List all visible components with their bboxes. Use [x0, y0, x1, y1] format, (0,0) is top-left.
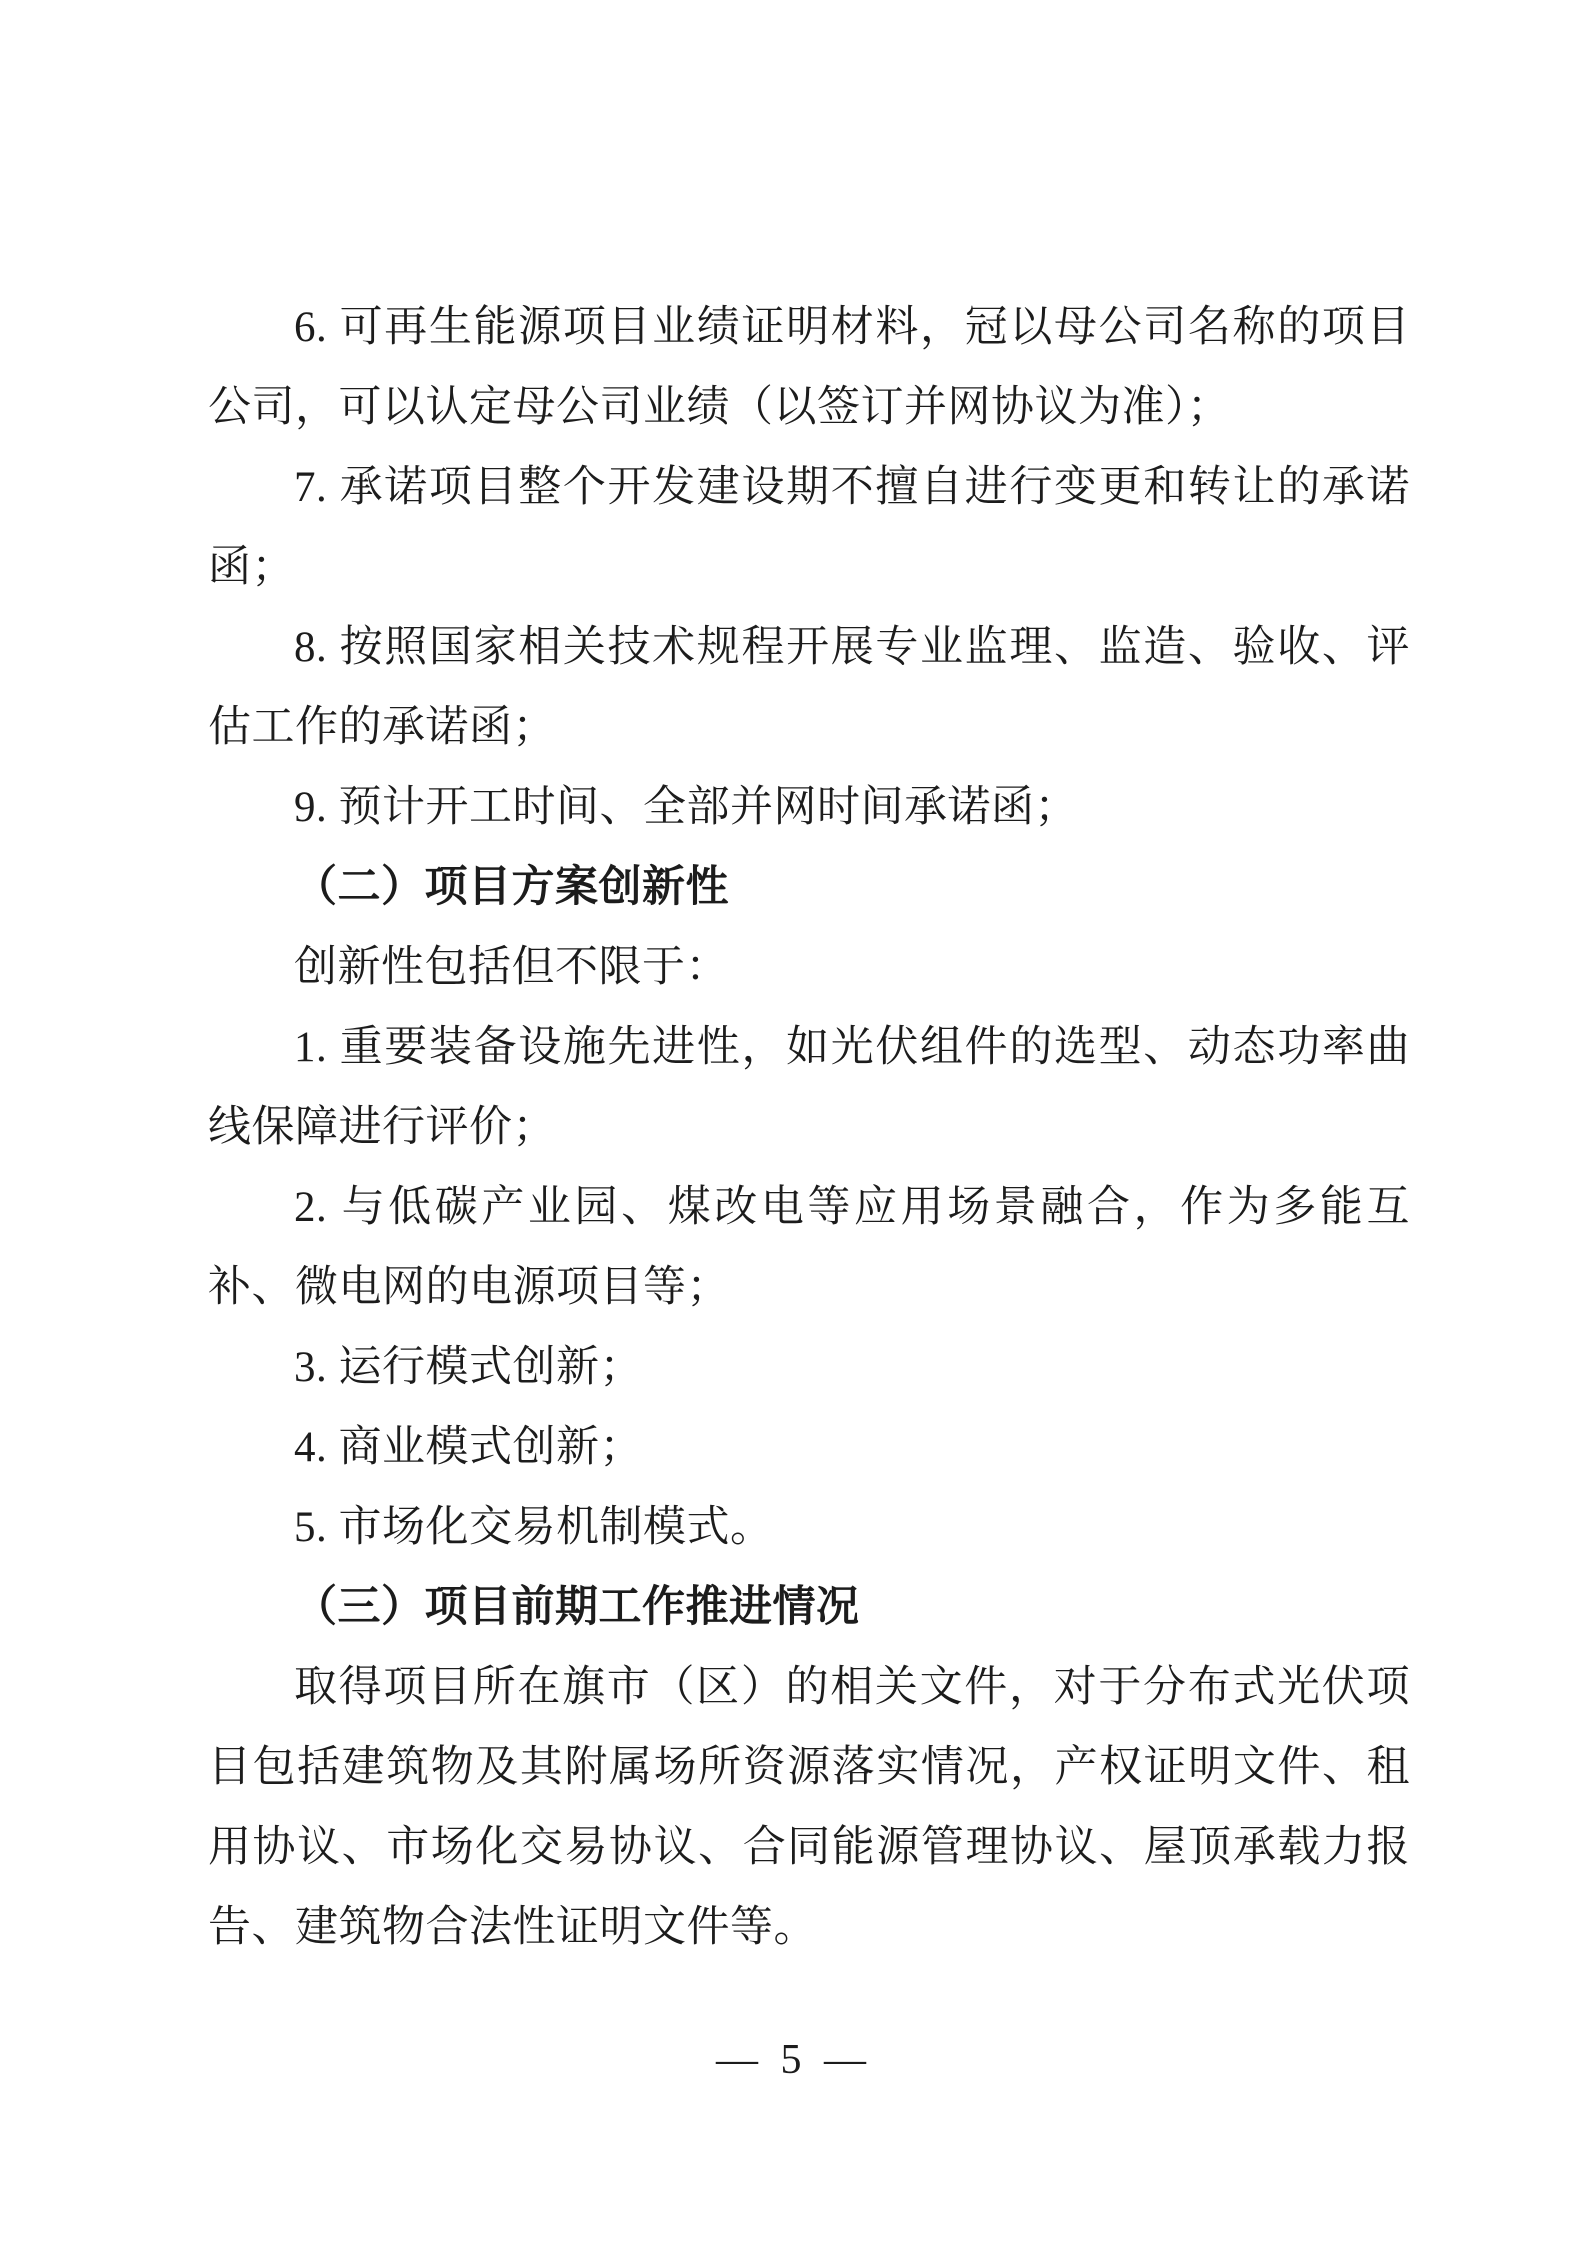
page-number: — 5 — — [716, 2037, 872, 2083]
section-heading: （二）项目方案创新性 — [294, 864, 729, 911]
paragraph: 2. 与低碳产业园、煤改电等应用场景融合，作为多能互补、微电网的电源项目等； — [208, 1184, 1410, 1311]
paragraph: 8. 按照国家相关技术规程开展专业监理、监造、验收、评估工作的承诺函； — [208, 624, 1410, 751]
document-body — [208, 288, 1410, 1968]
paragraph: 取得项目所在旗市（区）的相关文件，对于分布式光伏项目包括建筑物及其附属场所资源落实情况，产权证明文件、租用协议、市场化交易协议、合同能源管理协议、屋顶承载力报告、建筑物合法性证明文件等。 — [208, 1664, 1410, 1951]
paragraph: 6. 可再生能源项目业绩证明材料，冠以母公司名称的项目公司，可以认定母公司业绩（以签订并网协议为准）； — [208, 304, 1410, 431]
paragraph: 7. 承诺项目整个开发建设期不擅自进行变更和转让的承诺函； — [208, 464, 1410, 591]
paragraph: 5. 市场化交易机制模式。 — [294, 1504, 774, 1551]
paragraph: 4. 商业模式创新； — [294, 1424, 643, 1471]
page-footer — [0, 2020, 1588, 2100]
paragraph: 9. 预计开工时间、全部并网时间承诺函； — [294, 784, 1078, 831]
paragraph: 3. 运行模式创新； — [294, 1344, 643, 1391]
section-heading: （三）项目前期工作推进情况 — [294, 1584, 860, 1631]
paragraph: 创新性包括但不限于： — [294, 944, 729, 991]
paragraph: 1. 重要装备设施先进性，如光伏组件的选型、动态功率曲线保障进行评价； — [208, 1024, 1410, 1151]
